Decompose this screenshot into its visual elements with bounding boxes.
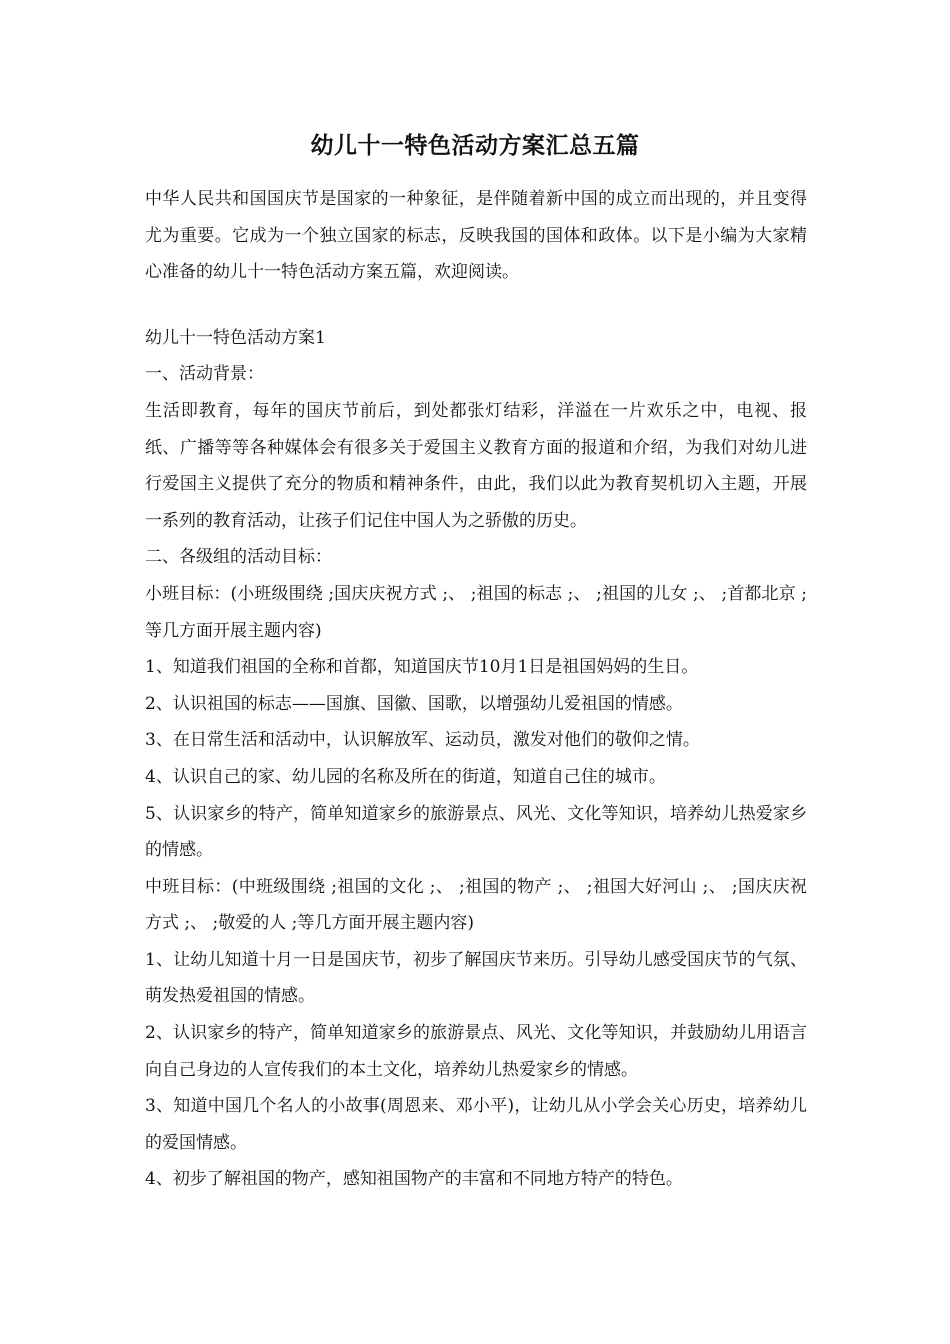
list-item: 2、认识家乡的特产，简单知道家乡的旅游景点、风光、文化等知识，并鼓励幼儿用语言向自己身边的人宣传我们的本土文化，培养幼儿热爱家乡的情感。 <box>145 1023 807 1080</box>
intro-paragraph: 中华人民共和国国庆节是国家的一种象征，是伴随着新中国的成立而出现的，并且变得尤为重要。它成为一个独立国家的标志，反映我国的国体和政体。以下是小编为大家精心准备的幼儿十一特色活动方案五篇，欢迎阅读。 <box>145 189 807 283</box>
list-item: 4、初步了解祖国的物产，感知祖国物产的丰富和不同地方特产的特色。 <box>145 1169 683 1190</box>
list-item: 3、知道中国几个名人的小故事(周恩来、邓小平)，让幼儿从小学会关心历史，培养幼儿的爱国情感。 <box>145 1096 807 1153</box>
paragraph-spacer <box>145 291 807 320</box>
list-item: 1、知道我们祖国的全称和首都，知道国庆节10月1日是祖国妈妈的生日。 <box>145 657 699 678</box>
document-title: 幼儿十一特色活动方案汇总五篇 <box>310 132 640 159</box>
goals-heading: 二、各级组的活动目标： <box>145 547 332 568</box>
background-heading: 一、活动背景： <box>145 364 264 385</box>
list-item: 4、认识自己的家、幼儿园的名称及所在的街道，知道自己住的城市。 <box>145 766 666 787</box>
section-heading: 幼儿十一特色活动方案1 <box>145 327 326 348</box>
small-class-goals-heading: 小班目标：(小班级围绕 ;国庆庆祝方式 ;、 ;祖国的标志 ;、 ;祖国的儿女 ;、 ;首都北京 ;等几方面开展主题内容) <box>145 583 807 641</box>
middle-class-goals-heading: 中班目标：(中班级围绕 ;祖国的文化 ;、 ;祖国的物产 ;、 ;祖国大好河山 ;、 ;国庆庆祝方式 ;、 ;敬爱的人 ;等几方面开展主题内容) <box>145 876 807 934</box>
document-body <box>145 181 807 1198</box>
list-item: 3、在日常生活和活动中，认识解放军、运动员，激发对他们的敬仰之情。 <box>145 730 700 751</box>
list-item: 2、认识祖国的标志——国旗、国徽、国歌，以增强幼儿爱祖国的情感。 <box>145 693 683 714</box>
background-paragraph: 生活即教育，每年的国庆节前后，到处都张灯结彩，洋溢在一片欢乐之中，电视、报纸、广播等等各种媒体会有很多关于爱国主义教育方面的报道和介绍，为我们对幼儿进行爱国主义提供了充分的物质和精神条件，由此，我们以此为教育契机切入主题，开展一系列的教育活动，让孩子们记住中国人为之骄傲的历史。 <box>145 400 807 531</box>
list-item: 1、让幼儿知道十月一日是国庆节，初步了解国庆节来历。引导幼儿感受国庆节的气氛、萌发热爱祖国的情感。 <box>145 949 807 1007</box>
list-item: 5、认识家乡的特产，简单知道家乡的旅游景点、风光、文化等知识，培养幼儿热爱家乡的情感。 <box>145 803 807 861</box>
